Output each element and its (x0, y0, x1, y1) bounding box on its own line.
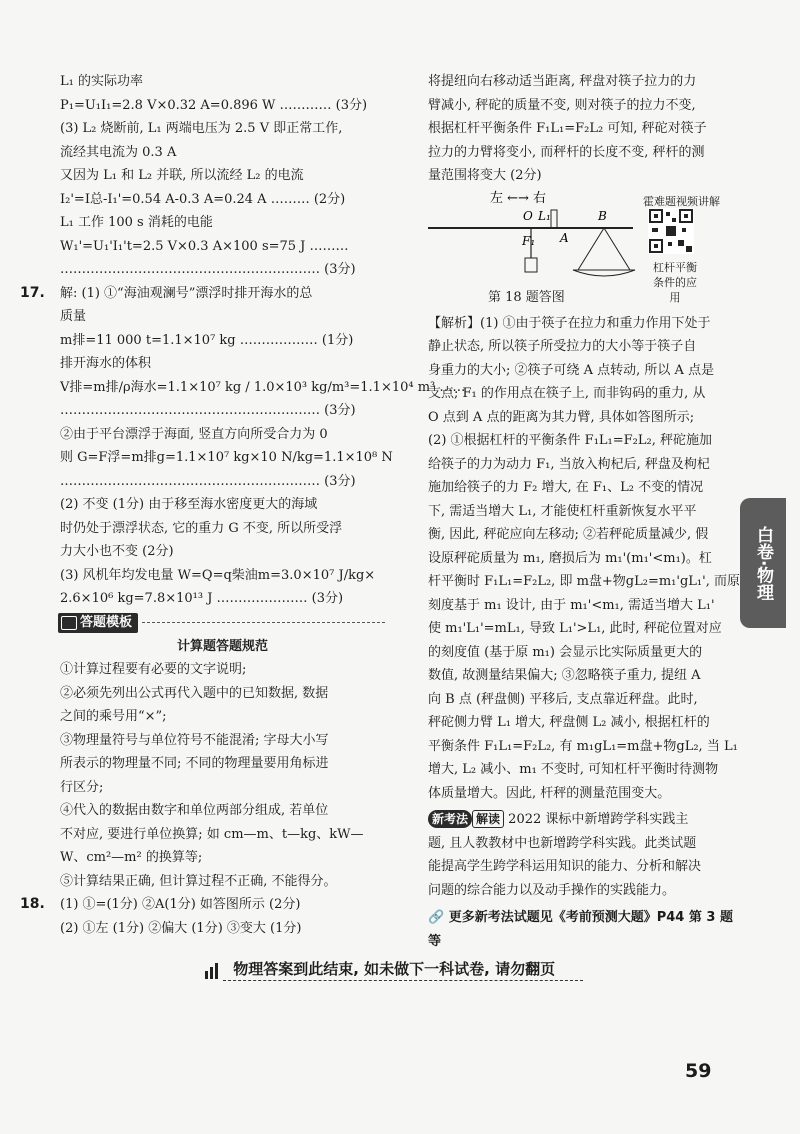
text-line: 拉力的力臂将变小, 而秤杆的长度不变, 秤杆的测 (428, 144, 705, 160)
template-line: ③物理量符号与单位符号不能混淆; 字母大小写 (60, 732, 329, 748)
text-line: 又因为 L₁ 和 L₂ 并联, 所以流经 L₂ 的电流 (60, 168, 304, 183)
text-line: (2) 不变 (1分) 由于移至海水密度更大的海域 (60, 497, 318, 512)
bars-icon (205, 961, 220, 979)
scale-pan (573, 270, 635, 276)
template-body (60, 658, 385, 893)
analysis-line: 设原秤砣质量为 m₁, 磨损后为 m₁'(m₁'<m₁)。杠 (428, 550, 712, 566)
label-a: A (560, 230, 569, 245)
hook-weight (525, 258, 537, 272)
new-exam-badge-label: 解读 (472, 810, 504, 828)
footer-notice (205, 958, 605, 979)
template-line: 行区分; (60, 779, 104, 795)
answer-figure-18 (428, 190, 728, 308)
analysis-line: 给筷子的力为动力 F₁, 当放入枸杞后, 秤盘及枸杞 (428, 456, 710, 472)
text-line: 臂减小, 秤砣的质量不变, 则对筷子的拉力不变, (428, 97, 696, 113)
label-f1: F₁ (522, 233, 536, 248)
text-line: 流经其电流为 0.3 A (60, 144, 177, 160)
text-line: 2.6×10⁶ kg=7.8×10¹³ J ………………… (3分) (60, 591, 344, 606)
text-line: m排=11 000 t=1.1×10⁷ kg ……………… (1分) (60, 332, 354, 348)
analysis-line: 刻度基于 m₁ 设计, 由于 m₁'<m₁, 需适当增大 L₁' (428, 597, 715, 613)
qr-caption: 杠杆平衡条件的应用 (653, 260, 697, 304)
text-line: (1) ①=(1分) ②A(1分) 如答图所示 (2分) (60, 897, 301, 912)
analysis-line: 秤砣侧力臂 L₁ 增大, 秤盘侧 L₂ 减小, 根据杠杆的 (428, 715, 710, 730)
analysis-line: 体质量增大。因此, 杆秤的测量范围变大。 (428, 785, 671, 801)
text-line: L₁ 的实际功率 (60, 74, 143, 89)
footer-divider (223, 980, 583, 981)
new-exam-first-line: 2022 课标中新增跨学科实践主 (508, 812, 689, 827)
text-line: (3) 风机年均发电量 W=Q=q柴油m=3.0×10⁷ J/kg× (60, 567, 376, 583)
template-line: 之间的乘号用“×”; (60, 709, 167, 724)
text-line: 解: (1) ①“海油观澜号”漂浮时排开海水的总 (60, 285, 313, 301)
text-line: 量范围将变大 (2分) (428, 168, 542, 183)
page-number: 59 (685, 1060, 712, 1082)
analysis-line: 施加给筷子的力 F₂ 增大, 在 F₁、L₂ 不变的情况 (428, 480, 704, 495)
text-line: 时仍处于漂浮状态, 它的重力 G 不变, 所以所受浮 (60, 520, 343, 536)
figure-caption: 第 18 题答图 (488, 289, 565, 305)
analysis-line: 增大, L₂ 减小、m₁ 不变时, 可知杠杆平衡时待测物 (428, 762, 719, 777)
answer-template-header (58, 613, 385, 633)
analysis-line: 杆平衡时 F₁L₁=F₂L₂, 即 m盘+物gL₂=m₁'gL₁', 而原 (428, 574, 740, 589)
label-o: O (523, 208, 533, 223)
template-line: ②必须先列出公式再代入题中的已知数据, 数据 (60, 685, 329, 701)
more-link-cont: 等 (428, 933, 442, 949)
text-line: …………………………………………………… (3分) (60, 403, 356, 418)
analysis-line: 数值, 故测量结果偏大; ③忽略筷子重力, 提纽 A (428, 668, 701, 683)
right-top-block (428, 70, 728, 188)
link-icon: 🔗 (428, 910, 445, 925)
text-line: I₂'=I总-I₁'=0.54 A-0.3 A=0.24 A ……… (2分) (60, 191, 346, 207)
text-line: 将提纽向右移动适当距离, 秤盘对筷子拉力的力 (428, 74, 697, 89)
qr-code-icon[interactable] (648, 208, 694, 254)
book-icon (61, 616, 77, 630)
text-line: ②由于平台漂浮于海面, 竖直方向所受合力为 0 (60, 426, 328, 442)
text-line: …………………………………………………… (3分) (60, 262, 356, 277)
label-b: B (598, 208, 607, 223)
template-line: ④代入的数据由数字和单位两部分组成, 若单位 (60, 803, 329, 818)
qr-label: 霍难题视频讲解 (643, 194, 720, 208)
more-link[interactable] (428, 906, 733, 930)
new-exam-badge: 新考法 (428, 810, 472, 828)
pan-string-left (578, 228, 604, 270)
right-column (428, 70, 740, 953)
text-line: …………………………………………………… (3分) (60, 473, 356, 489)
template-line: 所表示的物理量不同; 不同的物理量要用角标进 (60, 756, 329, 771)
analysis-line: 下, 需适当增大 L₁, 才能使杠杆重新恢复水平平 (428, 503, 697, 519)
text-line: V排=m排/ρ海水=1.1×10⁷ kg / 1.0×10³ kg/m³=1.1×10⁴ m³ …… (60, 379, 466, 395)
text-line: 排开海水的体积 (60, 356, 152, 371)
template-line: W、cm²—m² 的换算等; (60, 850, 203, 865)
pan-string-right (604, 228, 630, 270)
lever-diagram (428, 190, 638, 285)
answer-template-badge-label: 答题模板 (80, 614, 133, 630)
analysis-block (428, 312, 740, 806)
analysis-line: (2) ①根据杠杆的平衡条件 F₁L₁=F₂L₂, 秤砣施加 (428, 433, 712, 448)
left-top-block (60, 70, 385, 282)
direction-label: 左 ←→ 右 (490, 190, 547, 206)
text-line: (3) L₂ 烧断前, L₁ 两端电压为 2.5 V 即正常工作, (60, 121, 343, 136)
text-line: W₁'=U₁'I₁'t=2.5 V×0.3 A×100 s=75 J ……… (60, 238, 349, 254)
text-line: 力大小也不变 (2分) (60, 544, 174, 559)
text-line: 根据杠杆平衡条件 F₁L₁=F₂L₂ 可知, 秤砣对筷子 (428, 121, 707, 136)
new-exam-body (428, 832, 728, 903)
question-18-number: 18. (20, 896, 45, 912)
analysis-line: 静止状态, 所以筷子所受拉力的大小等于筷子自 (428, 339, 697, 354)
question-17-body (60, 282, 466, 611)
analysis-line: 平衡条件 F₁L₁=F₂L₂, 有 m₁gL₁=m盘+物gL₂, 当 L₁ (428, 738, 738, 754)
text-line: P₁=U₁I₁=2.8 V×0.32 A=0.896 W ………… (3分) (60, 97, 368, 113)
more-link-text: 更多新考法试题见《考前预测大题》P44 第 3 题 (448, 910, 733, 925)
analysis-line: 的刻度值 (基于原 m₁) 会显示比实际质量更大的 (428, 644, 703, 660)
template-line: 不对应, 要进行单位换算; 如 cm—m、t—kg、kW— (60, 826, 364, 842)
divider (142, 622, 385, 623)
question-18-body (60, 893, 385, 940)
question-17-number: 17. (20, 284, 45, 301)
analysis-line: 【解析】(1) ①由于筷子在拉力和重力作用下处于 (428, 315, 711, 331)
side-tab: 白卷·物理 (740, 498, 786, 628)
footer-text: 物理答案到此结束, 如未做下一科试卷, 请勿翻页 (233, 960, 556, 978)
template-title: 计算题答题规范 (176, 638, 268, 654)
text-line: 则 G=F浮=m排g=1.1×10⁷ kg×10 N/kg=1.1×10⁸ N (60, 450, 393, 465)
new-exam-line: 能提高学生跨学科运用知识的能力、分析和解决 (428, 859, 702, 874)
analysis-line: O 点到 A 点的距离为其力臂, 具体如答图所示; (428, 409, 695, 425)
analysis-line: 向 B 点 (秤盘侧) 平移后, 支点靠近秤盘。此时, (428, 691, 698, 707)
text-line: L₁ 工作 100 s 消耗的电能 (60, 215, 213, 230)
analysis-line: 使 m₁'L₁'=mL₁, 导致 L₁'>L₁, 此时, 秤砣位置对应 (428, 621, 722, 636)
template-line: ⑤计算结果正确, 但计算过程不正确, 不能得分。 (60, 873, 337, 889)
analysis-line: 身重力的大小; ②筷子可绕 A 点转动, 所以 A 点是 (428, 362, 715, 378)
template-line: ①计算过程要有必要的文字说明; (60, 662, 247, 677)
label-l1: L₁ (538, 208, 551, 223)
answer-template-badge (58, 613, 138, 633)
text-line: (2) ①左 (1分) ②偏大 (1分) ③变大 (1分) (60, 920, 302, 936)
new-exam-line: 题, 且人教教材中也新增跨学科实践。此类试题 (428, 835, 697, 851)
pivot-handle (551, 210, 557, 228)
analysis-line: 衡, 因此, 秤砣应向左移动; ②若秤砣质量减少, 假 (428, 527, 709, 542)
question-18 (20, 893, 385, 940)
analysis-line: 支点; F₁ 的作用点在筷子上, 而非钩码的重力, 从 (428, 386, 706, 401)
text-line: 质量 (60, 309, 87, 324)
question-17 (20, 282, 466, 611)
new-exam-line: 问题的综合能力以及动手操作的实践能力。 (428, 882, 676, 898)
new-exam-row (428, 808, 728, 832)
